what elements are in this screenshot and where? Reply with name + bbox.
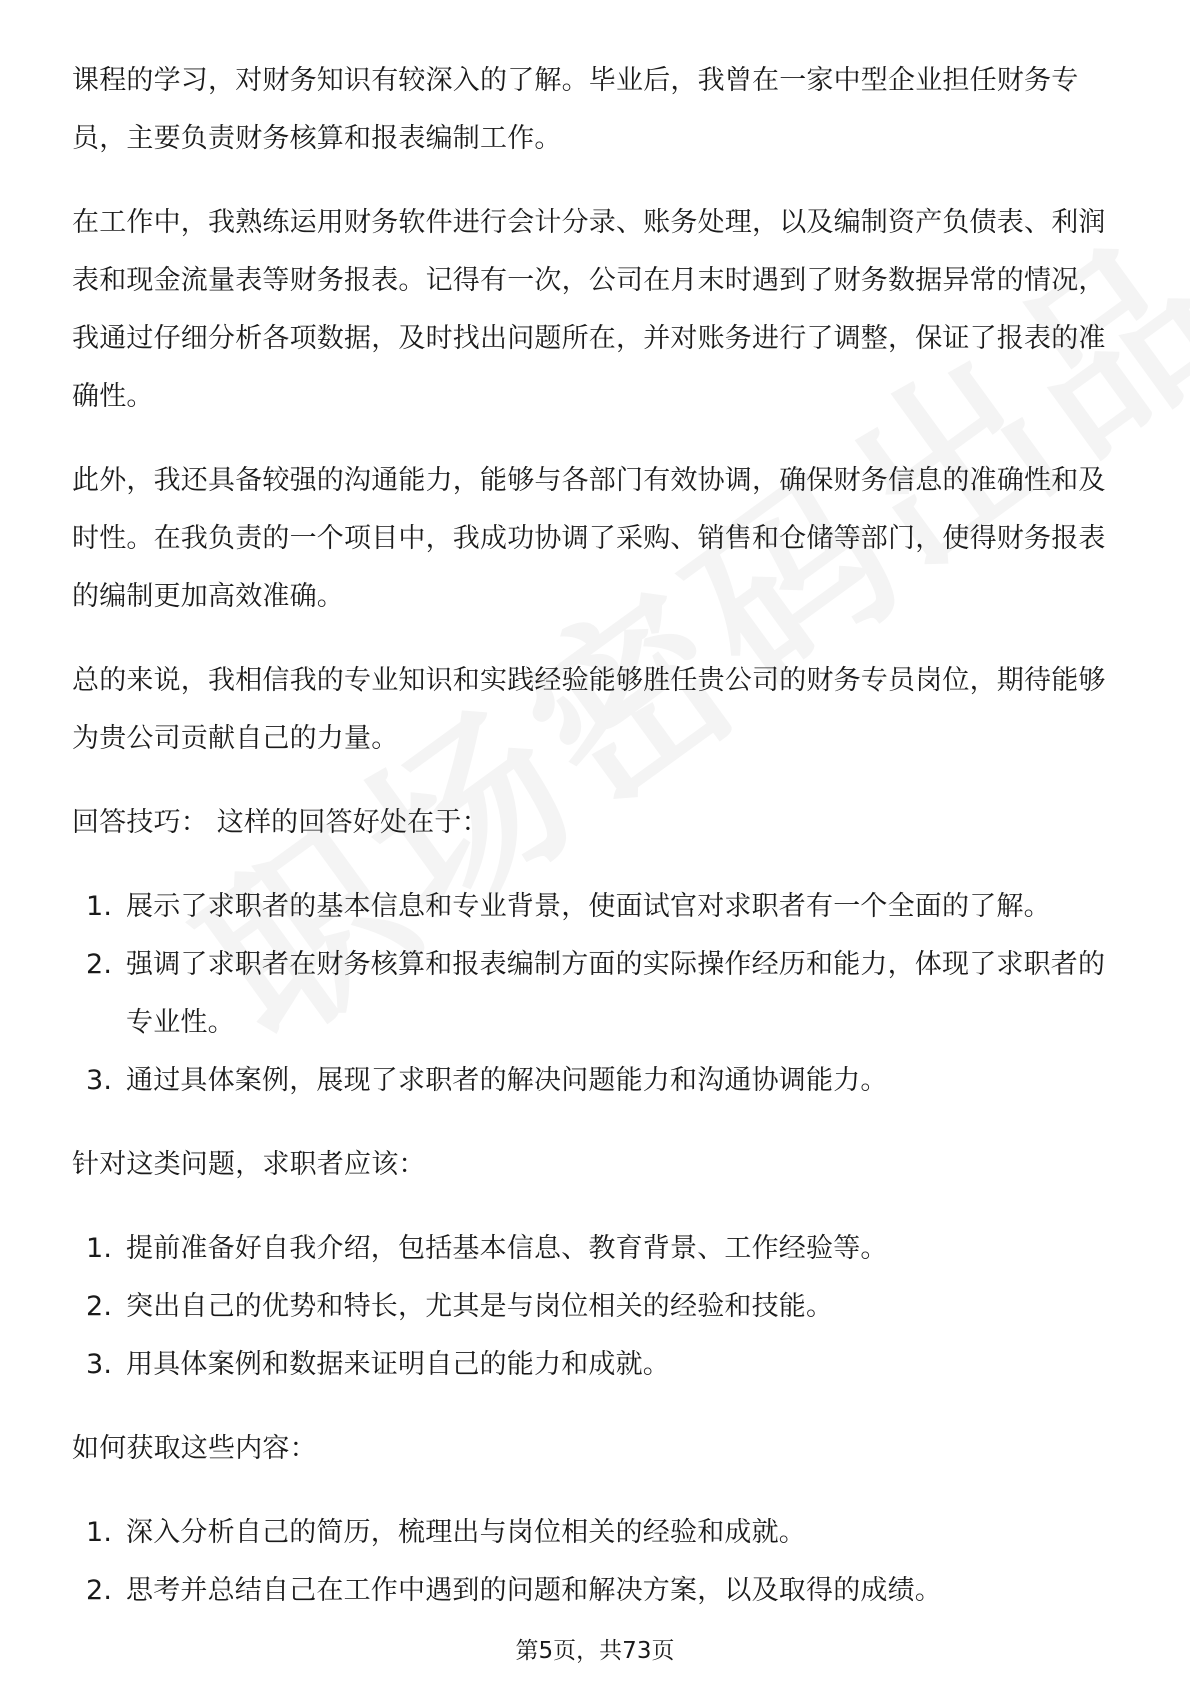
list-number: 3. xyxy=(86,1349,113,1380)
list-item xyxy=(72,1220,1118,1278)
list-number: 3. xyxy=(86,1065,113,1096)
paragraph-summary: 总的来说，我相信我的专业知识和实践经验能够胜任贵公司的财务专员岗位，期待能够为贵公司贡献自己的力量。 xyxy=(72,665,1106,754)
list-item xyxy=(72,1336,1118,1394)
paragraph-education: 课程的学习，对财务知识有较深入的了解。毕业后，我曾在一家中型企业担任财务专员，主要负责财务核算和报表编制工作。 xyxy=(72,65,1079,154)
list-number: 2. xyxy=(86,1575,113,1606)
list-item-text: 提前准备好自我介绍，包括基本信息、教育背景、工作经验等。 xyxy=(126,1233,888,1264)
list-number: 2. xyxy=(86,1291,113,1322)
howto-heading: 如何获取这些内容： xyxy=(72,1433,317,1464)
list-item-text: 强调了求职者在财务核算和报表编制方面的实际操作经历和能力，体现了求职者的专业性。 xyxy=(126,949,1106,1038)
list-item-text: 突出自己的优势和特长，尤其是与岗位相关的经验和技能。 xyxy=(126,1291,834,1322)
advice-list xyxy=(72,1220,1118,1394)
advice-heading: 针对这类问题，求职者应该： xyxy=(72,1149,426,1180)
list-item xyxy=(72,1504,1118,1562)
paragraph-work-experience: 在工作中，我熟练运用财务软件进行会计分录、账务处理，以及编制资产负债表、利润表和现金流量表等财务报表。记得有一次，公司在月末时遇到了财务数据异常的情况，我通过仔细分析各项数据，及时找出问题所在，并对账务进行了调整，保证了报表的准确性。 xyxy=(72,207,1106,412)
list-item xyxy=(72,1278,1118,1336)
document-body xyxy=(72,52,1118,1646)
list-number: 1. xyxy=(86,1233,113,1264)
list-item xyxy=(72,936,1118,1052)
tips-heading: 回答技巧： 这样的回答好处在于： xyxy=(72,807,489,838)
list-item xyxy=(72,1052,1118,1110)
list-item-text: 通过具体案例，展现了求职者的解决问题能力和沟通协调能力。 xyxy=(126,1065,888,1096)
paragraph-communication: 此外，我还具备较强的沟通能力，能够与各部门有效协调，确保财务信息的准确性和及时性。在我负责的一个项目中，我成功协调了采购、销售和仓储等部门，使得财务报表的编制更加高效准确。 xyxy=(72,465,1106,612)
list-item xyxy=(72,878,1118,936)
list-number: 1. xyxy=(86,891,113,922)
list-item-text: 展示了求职者的基本信息和专业背景，使面试官对求职者有一个全面的了解。 xyxy=(126,891,1051,922)
tips-list xyxy=(72,878,1118,1110)
page-number-footer: 第5页，共73页 xyxy=(515,1638,675,1664)
list-item-text: 思考并总结自己在工作中遇到的问题和解决方案，以及取得的成绩。 xyxy=(126,1575,942,1606)
list-item-text: 用具体案例和数据来证明自己的能力和成就。 xyxy=(126,1349,670,1380)
list-number: 2. xyxy=(86,949,113,980)
list-item xyxy=(72,1562,1118,1620)
list-item-text: 深入分析自己的简历，梳理出与岗位相关的经验和成就。 xyxy=(126,1517,806,1548)
list-number: 1. xyxy=(86,1517,113,1548)
howto-list xyxy=(72,1504,1118,1620)
